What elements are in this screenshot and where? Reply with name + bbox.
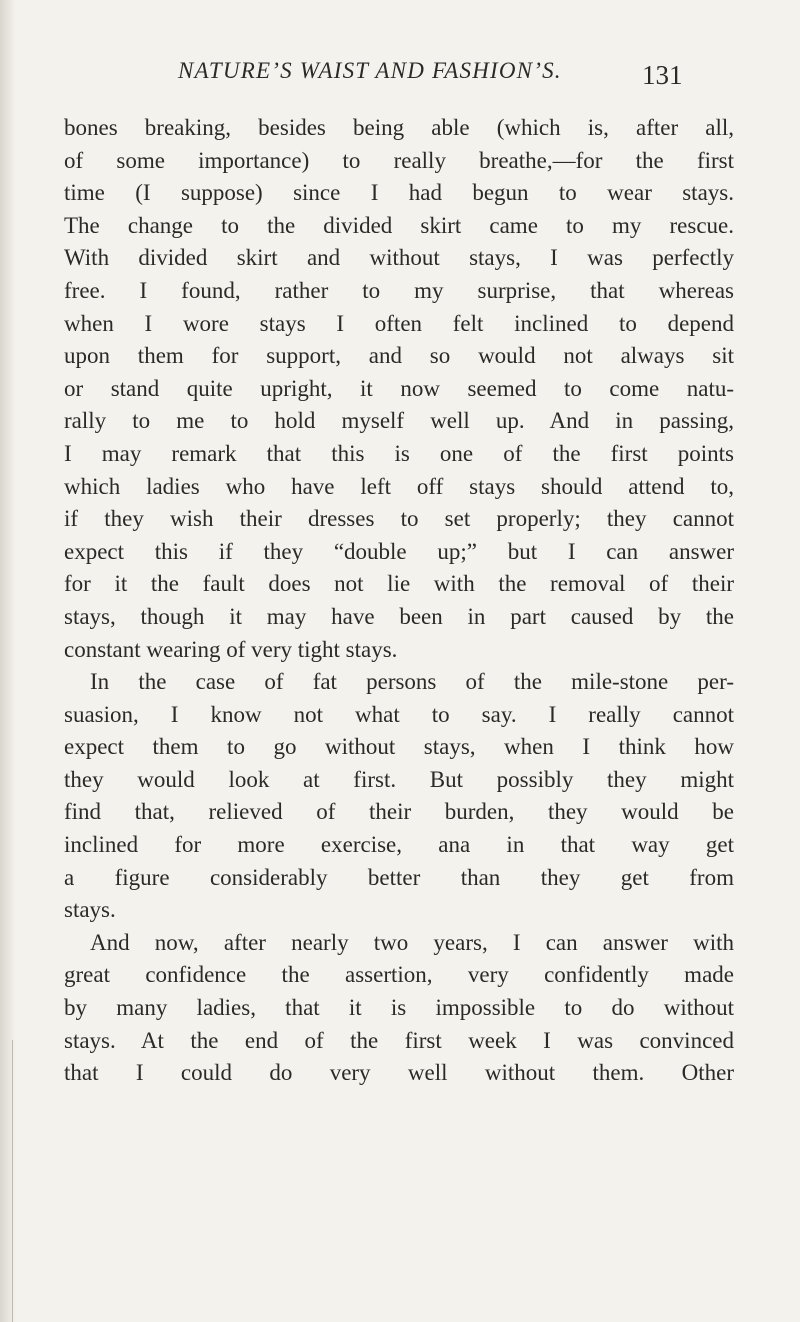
text-line: I may remark that this is one of the first points bbox=[64, 440, 734, 466]
text-line: stays. bbox=[64, 897, 116, 923]
text-line: expect this if they “double up;” but I can answer bbox=[64, 538, 734, 564]
text-line: inclined for more exercise, ana in that way get bbox=[64, 832, 734, 858]
page-number: 131 bbox=[642, 60, 683, 90]
text-line: they would look at first. But possibly they might bbox=[64, 766, 734, 792]
running-head bbox=[0, 50, 800, 100]
text-line: In the case of fat persons of the mile-stone per- bbox=[90, 669, 734, 695]
text-line: or stand quite upright, it now seemed to come natu- bbox=[64, 375, 734, 401]
text-line: which ladies who have left off stays should attend to, bbox=[64, 473, 734, 499]
running-title: NATURE’S WAIST AND FASHION’S. bbox=[178, 58, 562, 83]
text-line: And now, after nearly two years, I can answer with bbox=[90, 929, 734, 955]
text-line: time (I suppose) since I had begun to wear stays. bbox=[64, 180, 734, 206]
page-edge-line bbox=[12, 1040, 13, 1322]
text-line: stays. At the end of the first week I was convinced bbox=[64, 1027, 734, 1053]
body-text bbox=[64, 112, 734, 1090]
page-gutter-shadow bbox=[0, 0, 16, 1322]
text-line: expect them to go without stays, when I think how bbox=[64, 734, 734, 760]
text-line: for it the fault does not lie with the removal of their bbox=[64, 571, 734, 597]
text-line: a figure considerably better than they get from bbox=[64, 864, 734, 890]
text-line: The change to the divided skirt came to my rescue. bbox=[64, 212, 734, 238]
text-line: bones breaking, besides being able (which is, after all, bbox=[64, 115, 734, 140]
text-line: free. I found, rather to my surprise, that whereas bbox=[64, 277, 734, 303]
text-line: stays, though it may have been in part caused by the bbox=[64, 603, 734, 629]
text-line: constant wearing of very tight stays. bbox=[64, 636, 398, 662]
text-line: when I wore stays I often felt inclined to depend bbox=[64, 310, 734, 336]
text-line: suasion, I know not what to say. I really cannot bbox=[64, 701, 734, 727]
text-line: With divided skirt and without stays, I was perfectly bbox=[64, 245, 734, 271]
text-line: rally to me to hold myself well up. And in passing, bbox=[64, 408, 734, 434]
text-line: by many ladies, that it is impossible to do without bbox=[64, 995, 734, 1021]
text-line: if they wish their dresses to set properly; they cannot bbox=[64, 506, 734, 532]
text-line: that I could do very well without them. Other bbox=[64, 1060, 734, 1086]
text-line: great confidence the assertion, very confidently made bbox=[64, 962, 734, 988]
text-line: upon them for support, and so would not always sit bbox=[64, 343, 734, 369]
text-line: of some importance) to really breathe,—for the first bbox=[64, 147, 734, 173]
text-line: find that, relieved of their burden, they would be bbox=[64, 799, 734, 825]
